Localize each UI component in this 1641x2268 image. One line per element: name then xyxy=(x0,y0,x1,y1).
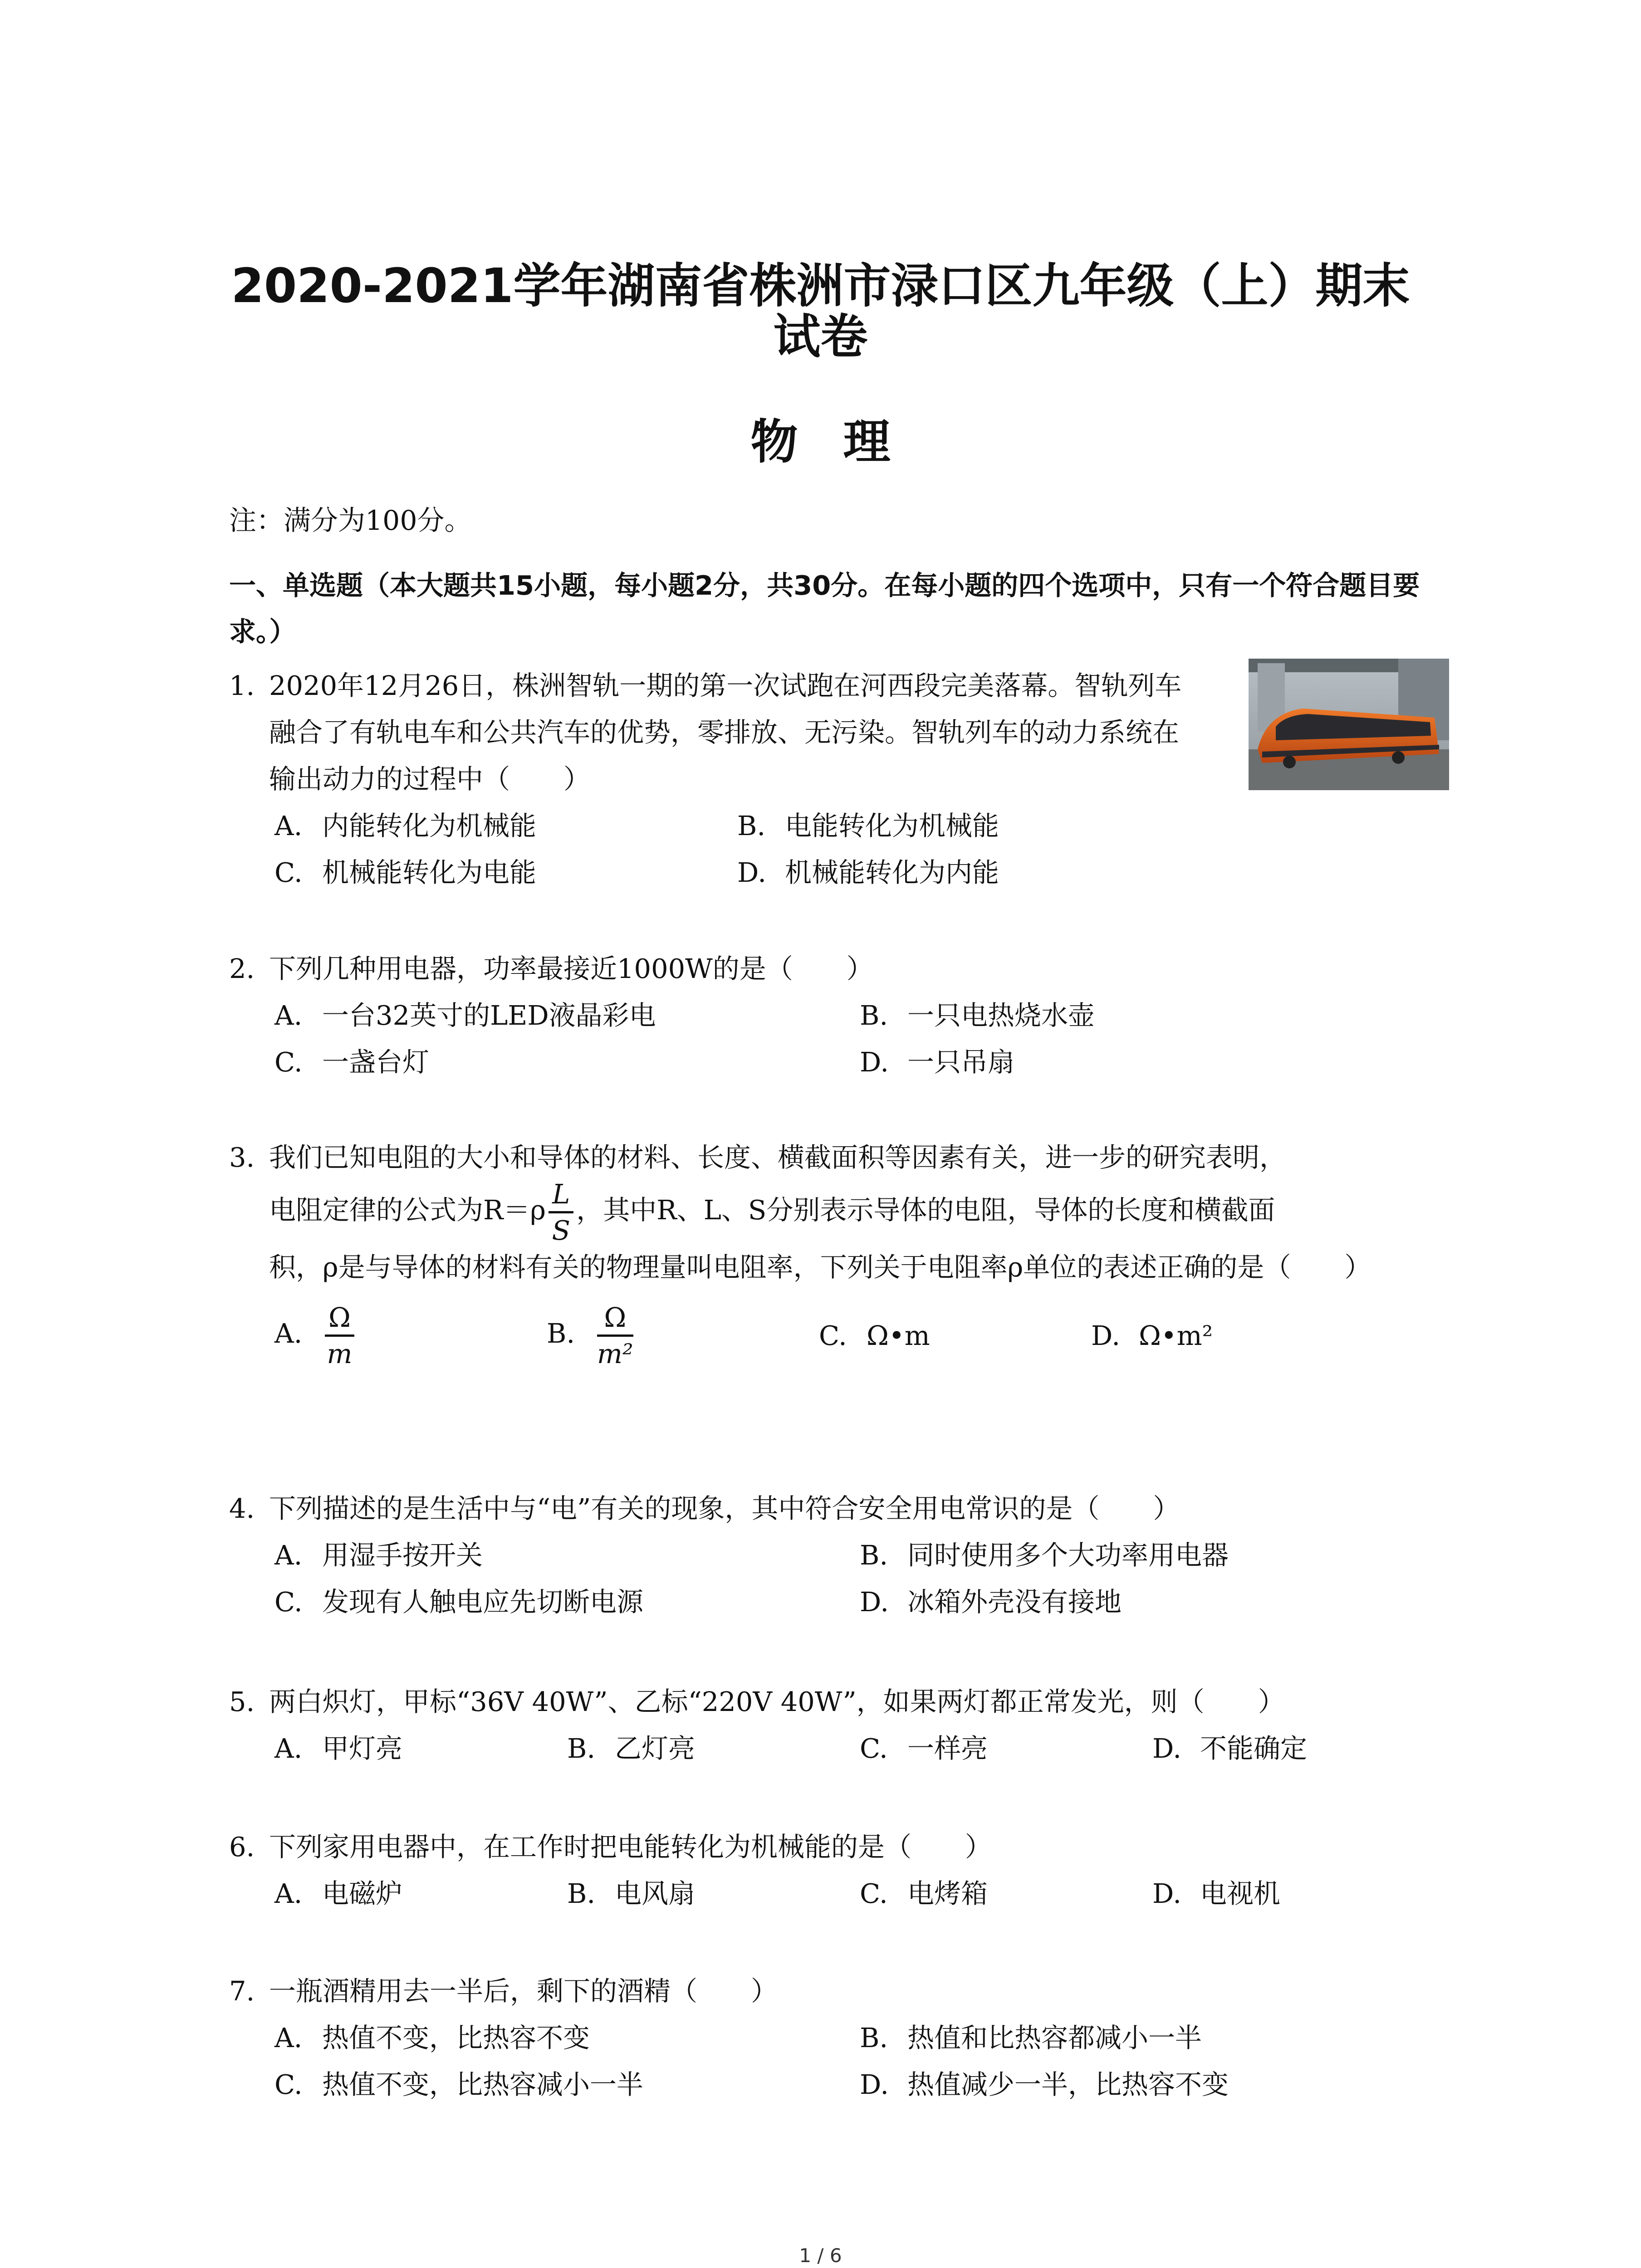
option-label: A. xyxy=(274,1000,303,1031)
option-c[interactable] xyxy=(860,1870,1152,1917)
option-text: 发现有人触电应先切断电源 xyxy=(322,1586,644,1618)
option-d[interactable] xyxy=(737,849,1200,896)
option-label: C. xyxy=(274,1046,303,1078)
option-text: 电烤箱 xyxy=(907,1878,988,1909)
option-label: C. xyxy=(819,1320,847,1351)
question-formula-line xyxy=(229,1178,1445,1246)
option-c[interactable] xyxy=(274,849,737,896)
question-4 xyxy=(229,1485,1445,1625)
question-text: 2020年12月26日，株洲智轨一期的第一次试跑在河西段完美落幕。智轨列车融合了有轨电车和公共汽车的优势，零排放、无污染。智轨列车的动力系统在输出动力的过程中（ ） xyxy=(269,670,1182,795)
option-text: 机械能转化为电能 xyxy=(322,857,537,888)
question-text: 我们已知电阻的大小和导体的材料、长度、横截面积等因素有关，进一步的研究表明， xyxy=(269,1142,1287,1173)
options xyxy=(229,1304,1445,1367)
question-text-continued: 积，ρ是与导体的材料有关的物理量叫电阻率，下列关于电阻率ρ单位的表述正确的是（ ） xyxy=(269,1251,1372,1283)
option-label: A. xyxy=(274,1540,303,1571)
option-text: 热值和比热容都减小一半 xyxy=(907,2022,1202,2053)
option-label: A. xyxy=(274,810,303,841)
fraction-numerator: Ω xyxy=(597,1304,633,1337)
options xyxy=(229,2014,1445,2108)
option-c[interactable] xyxy=(274,1579,860,1625)
question-stem xyxy=(229,1485,1445,1532)
option-label: D. xyxy=(737,857,766,888)
question-number: 7. xyxy=(229,1975,255,2007)
option-c[interactable] xyxy=(819,1320,1091,1351)
option-a[interactable] xyxy=(274,992,860,1039)
fraction-denominator: S xyxy=(552,1215,570,1246)
question-1 xyxy=(229,662,1205,896)
formula-fraction xyxy=(549,1178,573,1246)
option-label: C. xyxy=(860,1878,888,1909)
option-text: 同时使用多个大功率用电器 xyxy=(907,1540,1229,1571)
option-d[interactable] xyxy=(1091,1320,1363,1351)
formula-text-before: 电阻定律的公式为R＝ρ xyxy=(269,1194,546,1226)
option-b[interactable] xyxy=(737,802,1200,849)
question-number: 1. xyxy=(229,670,255,701)
options xyxy=(229,1870,1445,1917)
option-a[interactable] xyxy=(274,2014,860,2061)
option-label: B. xyxy=(860,2022,888,2053)
option-text: 内能转化为机械能 xyxy=(322,810,537,841)
option-b[interactable] xyxy=(860,2014,1445,2061)
option-label: A. xyxy=(274,1318,303,1349)
option-text: 一样亮 xyxy=(907,1733,988,1764)
option-b[interactable] xyxy=(547,1304,819,1367)
question-stem xyxy=(229,1823,1445,1870)
fraction-numerator: Ω xyxy=(325,1304,354,1337)
question-text: 下列描述的是生活中与“电”有关的现象，其中符合安全用电常识的是（ ） xyxy=(269,1493,1180,1524)
option-text: 热值不变，比热容不变 xyxy=(322,2022,590,2053)
option-d[interactable] xyxy=(1152,1725,1445,1772)
question-text: 两白炽灯，甲标“36V 40W”、乙标“220V 40W”，如果两灯都正常发光，则（ ） xyxy=(269,1686,1285,1717)
option-text: 一盏台灯 xyxy=(322,1046,430,1078)
option-text: 电视机 xyxy=(1200,1878,1281,1909)
option-d[interactable] xyxy=(860,1579,1445,1625)
option-text: 电磁炉 xyxy=(322,1878,403,1909)
question-number: 2. xyxy=(229,953,255,984)
formula-text-after: ，其中R、L、S分别表示导体的电阻，导体的长度和横截面 xyxy=(576,1194,1275,1226)
option-label: B. xyxy=(860,1540,888,1571)
option-b[interactable] xyxy=(567,1870,860,1917)
options xyxy=(229,992,1445,1085)
option-label: C. xyxy=(274,857,303,888)
option-label: C. xyxy=(274,2069,303,2100)
option-label: D. xyxy=(1152,1878,1181,1909)
option-text: 电风扇 xyxy=(615,1878,696,1909)
option-text: 电能转化为机械能 xyxy=(785,810,999,841)
option-text: 一只吊扇 xyxy=(907,1046,1015,1078)
exam-title-line2: 试卷 xyxy=(773,309,868,364)
option-text: 冰箱外壳没有接地 xyxy=(907,1586,1122,1618)
option-text: Ω•m² xyxy=(1139,1320,1213,1351)
option-label: D. xyxy=(860,1586,889,1618)
subject-title: 物理 xyxy=(750,414,936,469)
option-label: A. xyxy=(274,1878,303,1909)
tram-photo xyxy=(1249,659,1449,790)
option-label: D. xyxy=(860,1046,889,1078)
fraction-denominator: m xyxy=(327,1338,353,1369)
option-b[interactable] xyxy=(567,1725,860,1772)
option-text: 机械能转化为内能 xyxy=(785,857,999,888)
option-text: 甲灯亮 xyxy=(322,1733,403,1764)
exam-title-line1: 2020-2021学年湖南省株洲市渌口区九年级（上）期末 xyxy=(231,258,1410,313)
question-text: 下列家用电器中，在工作时把电能转化为机械能的是（ ） xyxy=(269,1831,992,1862)
option-a[interactable] xyxy=(274,802,737,849)
option-text: Ω•m xyxy=(867,1320,930,1351)
option-label: C. xyxy=(274,1586,303,1618)
option-a[interactable] xyxy=(274,1870,567,1917)
question-stem xyxy=(229,1968,1445,2014)
question-number: 5. xyxy=(229,1686,255,1717)
fraction-denominator: m² xyxy=(597,1338,633,1369)
question-5 xyxy=(229,1678,1445,1772)
question-7 xyxy=(229,1968,1445,2108)
question-text: 一瓶酒精用去一半后，剩下的酒精（ ） xyxy=(269,1975,778,2007)
option-text: 用湿手按开关 xyxy=(322,1540,483,1571)
question-stem xyxy=(229,662,1205,802)
score-note: 注：满分为100分。 xyxy=(229,505,472,537)
option-label: D. xyxy=(1091,1320,1120,1351)
question-number: 6. xyxy=(229,1831,255,1862)
option-label: B. xyxy=(737,810,766,841)
option-label: A. xyxy=(274,1733,303,1764)
option-label: A. xyxy=(274,2022,303,2053)
unit-fraction xyxy=(597,1304,633,1367)
question-stem xyxy=(229,945,1445,992)
option-c[interactable] xyxy=(860,1725,1152,1772)
option-label: D. xyxy=(860,2069,889,2100)
option-d[interactable] xyxy=(860,2061,1445,2108)
option-a[interactable] xyxy=(274,1532,860,1579)
option-b[interactable] xyxy=(860,1532,1445,1579)
option-c[interactable] xyxy=(274,1039,860,1085)
option-c[interactable] xyxy=(274,2061,860,2108)
options xyxy=(229,1725,1445,1772)
option-a[interactable] xyxy=(274,1304,547,1367)
option-label: B. xyxy=(567,1733,596,1764)
page-number: 1 / 6 xyxy=(799,2244,842,2267)
option-text: 热值不变，比热容减小一半 xyxy=(322,2069,644,2100)
fraction-numerator: L xyxy=(549,1181,573,1213)
options xyxy=(229,802,1200,896)
question-text: 下列几种用电器，功率最接近1000W的是（ ） xyxy=(269,953,873,984)
option-text: 一只电热烧水壶 xyxy=(907,1000,1095,1031)
question-number: 4. xyxy=(229,1493,255,1524)
option-d[interactable] xyxy=(1152,1870,1445,1917)
question-6 xyxy=(229,1823,1445,1917)
option-d[interactable] xyxy=(860,1039,1445,1085)
option-text: 热值减少一半，比热容不变 xyxy=(907,2069,1229,2100)
question-stem xyxy=(229,1678,1445,1725)
option-text: 不能确定 xyxy=(1200,1733,1308,1764)
option-label: B. xyxy=(547,1318,575,1349)
option-a[interactable] xyxy=(274,1725,567,1772)
question-2 xyxy=(229,945,1445,1085)
unit-fraction xyxy=(325,1304,354,1367)
option-label: D. xyxy=(1152,1733,1181,1764)
question-stem xyxy=(229,1134,1445,1181)
question-number: 3. xyxy=(229,1142,255,1173)
option-b[interactable] xyxy=(860,992,1445,1039)
option-label: C. xyxy=(860,1733,888,1764)
option-text: 一台32英寸的LED液晶彩电 xyxy=(322,1000,656,1031)
option-label: B. xyxy=(860,1000,888,1031)
option-label: B. xyxy=(567,1878,596,1909)
question-3 xyxy=(229,1134,1445,1367)
section-heading: 一、单选题（本大题共15小题，每小题2分，共30分。在每小题的四个选项中，只有一个符合题目要求。） xyxy=(229,570,1420,647)
options xyxy=(229,1532,1445,1625)
option-text: 乙灯亮 xyxy=(615,1733,696,1764)
